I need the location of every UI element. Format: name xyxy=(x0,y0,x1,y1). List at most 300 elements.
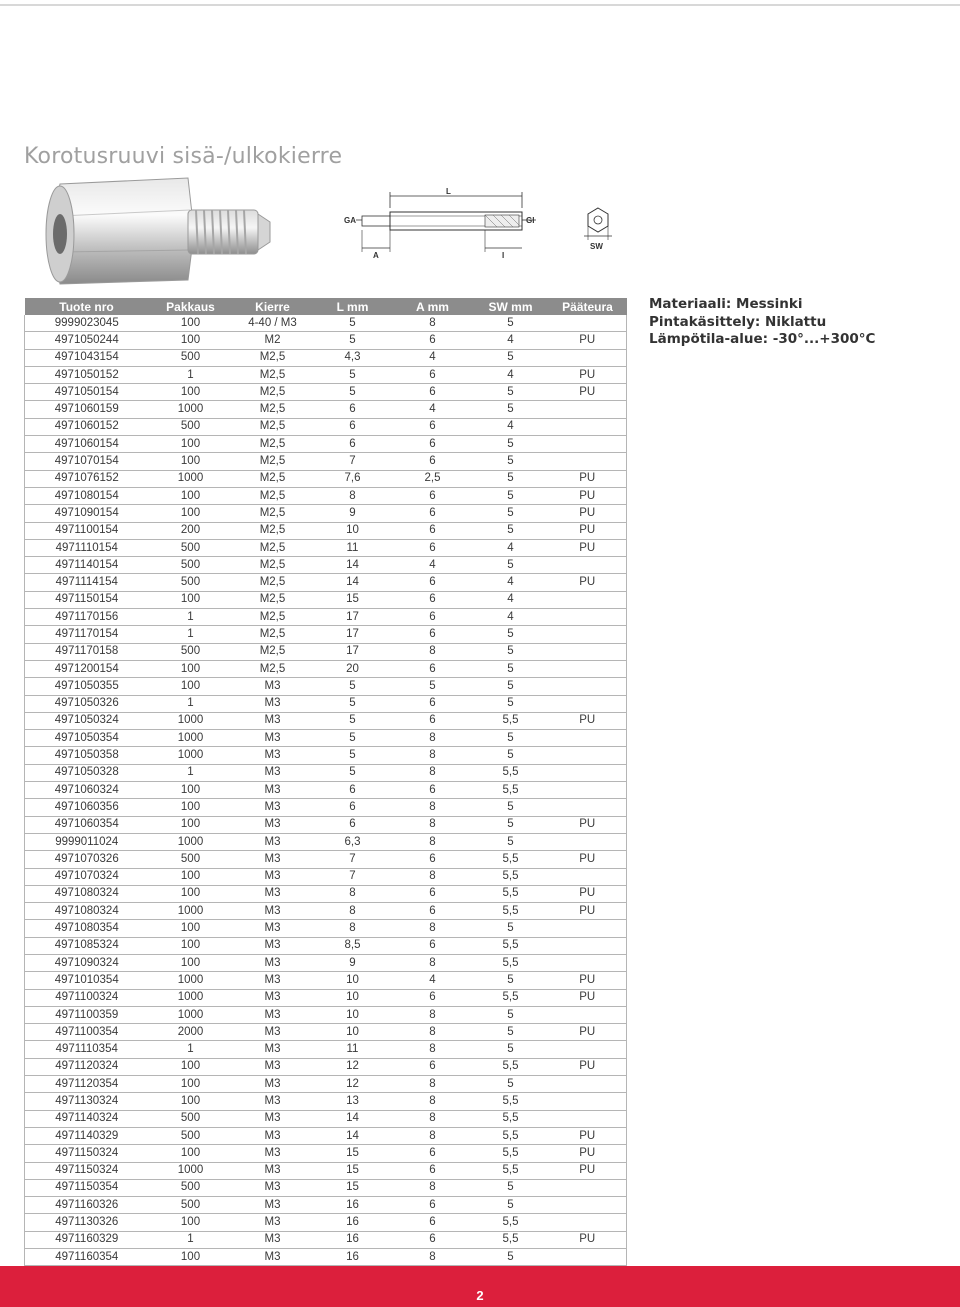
table-cell: 5,5 xyxy=(473,885,549,902)
table-cell: 6 xyxy=(393,487,473,504)
table-cell: 4971110154 xyxy=(25,539,149,556)
table-cell: 9999023045 xyxy=(25,315,149,332)
table-cell: 4971150324 xyxy=(25,1145,149,1162)
table-cell xyxy=(549,1093,627,1110)
table-cell: M2,5 xyxy=(233,470,313,487)
table-cell: 4 xyxy=(393,972,473,989)
table-cell: 4971160329 xyxy=(25,1231,149,1248)
table-cell: PU xyxy=(549,903,627,920)
table-row xyxy=(25,1110,627,1127)
table-row xyxy=(25,1006,627,1023)
table-cell: 100 xyxy=(149,678,233,695)
table-cell: 4971150324 xyxy=(25,1162,149,1179)
table-row xyxy=(25,954,627,971)
table-cell: PU xyxy=(549,1127,627,1144)
table-cell: 6 xyxy=(393,782,473,799)
table-cell: 4971160326 xyxy=(25,1197,149,1214)
table-cell: 4971080324 xyxy=(25,903,149,920)
table-cell: M3 xyxy=(233,799,313,816)
table-cell: 1000 xyxy=(149,903,233,920)
table-cell: 500 xyxy=(149,851,233,868)
table-row xyxy=(25,764,627,781)
table-cell: 6 xyxy=(393,885,473,902)
table-cell: 5 xyxy=(473,920,549,937)
table-cell: M3 xyxy=(233,816,313,833)
table-cell: 6 xyxy=(393,1162,473,1179)
table-cell: 4971070324 xyxy=(25,868,149,885)
table-cell: 6 xyxy=(313,782,393,799)
table-cell: 5,5 xyxy=(473,937,549,954)
table-cell: M3 xyxy=(233,1006,313,1023)
table-cell xyxy=(549,920,627,937)
table-cell: 5 xyxy=(473,505,549,522)
table-cell: 5,5 xyxy=(473,1110,549,1127)
table-row xyxy=(25,712,627,729)
table-row xyxy=(25,989,627,1006)
table-cell: 100 xyxy=(149,453,233,470)
table-cell: M3 xyxy=(233,1249,313,1266)
table-cell: 100 xyxy=(149,384,233,401)
table-cell: 100 xyxy=(149,332,233,349)
table-cell: PU xyxy=(549,816,627,833)
table-cell: 4971140154 xyxy=(25,557,149,574)
table-row xyxy=(25,1231,627,1248)
table-cell: 4971120354 xyxy=(25,1076,149,1093)
table-cell: M3 xyxy=(233,851,313,868)
table-cell: M2,5 xyxy=(233,626,313,643)
table-cell: 5 xyxy=(473,643,549,660)
table-cell: M2,5 xyxy=(233,643,313,660)
product-photo xyxy=(38,176,276,286)
table-cell: 100 xyxy=(149,1249,233,1266)
table-cell: M3 xyxy=(233,1024,313,1041)
table-row xyxy=(25,384,627,401)
table-cell xyxy=(549,557,627,574)
table-cell: 5,5 xyxy=(473,1214,549,1231)
table-cell: 4971070154 xyxy=(25,453,149,470)
table-cell xyxy=(549,868,627,885)
table-cell: M2,5 xyxy=(233,487,313,504)
table-cell: M3 xyxy=(233,678,313,695)
table-row xyxy=(25,1024,627,1041)
table-cell: M2,5 xyxy=(233,401,313,418)
table-cell: 8 xyxy=(393,764,473,781)
label-sw: SW xyxy=(590,242,603,251)
table-cell: 4971060354 xyxy=(25,816,149,833)
table-cell xyxy=(549,349,627,366)
table-cell: M2,5 xyxy=(233,453,313,470)
table-row xyxy=(25,332,627,349)
table-cell: PU xyxy=(549,989,627,1006)
table-cell: M3 xyxy=(233,1179,313,1196)
table-cell: 8 xyxy=(393,1249,473,1266)
table-cell: 1000 xyxy=(149,401,233,418)
table-cell: 1 xyxy=(149,366,233,383)
col-header-tuote-nro: Tuote nro xyxy=(25,298,149,315)
table-cell: M2,5 xyxy=(233,591,313,608)
table-cell: M2,5 xyxy=(233,349,313,366)
table-cell: 4971100354 xyxy=(25,1024,149,1041)
table-row xyxy=(25,1093,627,1110)
table-cell: 8 xyxy=(393,1127,473,1144)
table-cell: 6 xyxy=(313,799,393,816)
table-cell: PU xyxy=(549,366,627,383)
table-cell: 6 xyxy=(313,401,393,418)
table-cell: 5 xyxy=(473,660,549,677)
table-cell: 6 xyxy=(313,816,393,833)
table-cell xyxy=(549,1041,627,1058)
table-cell: PU xyxy=(549,332,627,349)
table-cell: 100 xyxy=(149,505,233,522)
table-cell: 4971140324 xyxy=(25,1110,149,1127)
table-cell: PU xyxy=(549,1145,627,1162)
material-specs xyxy=(649,296,875,349)
table-body xyxy=(25,315,627,1266)
table-cell: 5 xyxy=(313,712,393,729)
table-cell: 5,5 xyxy=(473,851,549,868)
table-cell xyxy=(549,643,627,660)
table-cell: 4971200154 xyxy=(25,660,149,677)
table-cell: M3 xyxy=(233,1110,313,1127)
table-cell: 16 xyxy=(313,1249,393,1266)
table-cell: 4971050326 xyxy=(25,695,149,712)
table-cell: 8 xyxy=(393,954,473,971)
table-cell: 4971043154 xyxy=(25,349,149,366)
table-cell: 4971100154 xyxy=(25,522,149,539)
label-gi: GI xyxy=(526,216,535,225)
table-cell: 4971050358 xyxy=(25,747,149,764)
table-cell: 7,6 xyxy=(313,470,393,487)
table-cell: 5 xyxy=(473,1249,549,1266)
table-cell: 100 xyxy=(149,1214,233,1231)
table-cell: 500 xyxy=(149,349,233,366)
table-cell: 5 xyxy=(313,730,393,747)
table-cell: 5 xyxy=(473,1076,549,1093)
table-cell: 5 xyxy=(473,833,549,850)
table-cell: 6 xyxy=(393,332,473,349)
table-cell: 4 xyxy=(393,401,473,418)
table-cell: 13 xyxy=(313,1093,393,1110)
table-cell xyxy=(549,1076,627,1093)
table-cell: 8 xyxy=(313,487,393,504)
table-cell: 6 xyxy=(393,453,473,470)
table-cell: PU xyxy=(549,1162,627,1179)
table-cell: 15 xyxy=(313,1179,393,1196)
table-cell: 4971114154 xyxy=(25,574,149,591)
table-cell xyxy=(549,1110,627,1127)
table-row xyxy=(25,678,627,695)
table-cell: 5 xyxy=(473,678,549,695)
table-row xyxy=(25,972,627,989)
table-cell: 4 xyxy=(473,574,549,591)
table-cell xyxy=(549,609,627,626)
table-cell: 5 xyxy=(473,315,549,332)
table-cell: 8 xyxy=(313,903,393,920)
table-cell: 16 xyxy=(313,1214,393,1231)
col-header-l-mm: L mm xyxy=(313,298,393,315)
table-cell: 4971090324 xyxy=(25,954,149,971)
table-cell: 500 xyxy=(149,557,233,574)
table-cell: 5 xyxy=(473,747,549,764)
table-cell: 7 xyxy=(313,851,393,868)
table-cell: 2000 xyxy=(149,1024,233,1041)
top-divider xyxy=(0,4,960,6)
table-cell xyxy=(549,453,627,470)
table-row xyxy=(25,937,627,954)
table-cell: 5 xyxy=(473,799,549,816)
table-cell: 11 xyxy=(313,539,393,556)
table-cell: PU xyxy=(549,885,627,902)
table-cell: 4971076152 xyxy=(25,470,149,487)
table-cell: 17 xyxy=(313,626,393,643)
table-cell: 4971060154 xyxy=(25,436,149,453)
table-row xyxy=(25,574,627,591)
col-header-sw-mm: SW mm xyxy=(473,298,549,315)
table-cell: 10 xyxy=(313,522,393,539)
table-cell: M2,5 xyxy=(233,574,313,591)
table-cell: 5 xyxy=(473,730,549,747)
table-cell: M3 xyxy=(233,1041,313,1058)
table-cell: 6 xyxy=(393,1214,473,1231)
table-cell: M3 xyxy=(233,937,313,954)
table-cell xyxy=(549,401,627,418)
table-cell: 4971060356 xyxy=(25,799,149,816)
table-cell: 4 xyxy=(473,332,549,349)
table-cell xyxy=(549,678,627,695)
table-cell: 5,5 xyxy=(473,1058,549,1075)
table-cell: 9999011024 xyxy=(25,833,149,850)
table-cell: 16 xyxy=(313,1197,393,1214)
table-cell: 1000 xyxy=(149,470,233,487)
table-cell: M3 xyxy=(233,730,313,747)
table-row xyxy=(25,730,627,747)
table-cell: 5 xyxy=(313,315,393,332)
table-row xyxy=(25,1179,627,1196)
table-cell: 4 xyxy=(473,539,549,556)
table-cell: 6 xyxy=(393,712,473,729)
table-cell xyxy=(549,660,627,677)
table-row xyxy=(25,522,627,539)
table-cell: 5,5 xyxy=(473,764,549,781)
table-cell: M3 xyxy=(233,1214,313,1231)
col-header-paateura: Pääteura xyxy=(549,298,627,315)
table-row xyxy=(25,799,627,816)
table-cell xyxy=(549,695,627,712)
table-cell: 100 xyxy=(149,937,233,954)
table-cell: M2 xyxy=(233,332,313,349)
table-cell: 4971170154 xyxy=(25,626,149,643)
table-cell: 5,5 xyxy=(473,1162,549,1179)
table-cell: 14 xyxy=(313,1127,393,1144)
table-cell: 8 xyxy=(393,747,473,764)
table-row xyxy=(25,1127,627,1144)
table-cell: 17 xyxy=(313,643,393,660)
table-cell: 1000 xyxy=(149,1006,233,1023)
table-cell: 4971170158 xyxy=(25,643,149,660)
table-cell: 6 xyxy=(393,695,473,712)
table-cell: M3 xyxy=(233,1145,313,1162)
table-cell xyxy=(549,1006,627,1023)
table-cell: 11 xyxy=(313,1041,393,1058)
table-cell: 4 xyxy=(393,349,473,366)
table-cell xyxy=(549,954,627,971)
table-cell: M3 xyxy=(233,833,313,850)
table-row xyxy=(25,920,627,937)
table-cell: PU xyxy=(549,574,627,591)
table-cell: M3 xyxy=(233,747,313,764)
table-row xyxy=(25,643,627,660)
table-cell: 4 xyxy=(473,609,549,626)
table-cell: 8 xyxy=(393,1006,473,1023)
table-row xyxy=(25,401,627,418)
table-cell: 12 xyxy=(313,1076,393,1093)
product-table xyxy=(24,298,627,1266)
table-cell: 4,3 xyxy=(313,349,393,366)
table-cell: 8 xyxy=(393,643,473,660)
table-cell: 5,5 xyxy=(473,782,549,799)
table-cell: 4971050355 xyxy=(25,678,149,695)
page-number: 2 xyxy=(476,1288,484,1303)
table-cell: M2,5 xyxy=(233,660,313,677)
table-row xyxy=(25,1249,627,1266)
table-cell: M3 xyxy=(233,782,313,799)
table-cell: 6 xyxy=(393,851,473,868)
table-cell: 10 xyxy=(313,1006,393,1023)
table-cell: 4971100359 xyxy=(25,1006,149,1023)
table-row xyxy=(25,885,627,902)
table-cell: 8 xyxy=(393,315,473,332)
table-cell xyxy=(549,1214,627,1231)
table-cell: 4971130324 xyxy=(25,1093,149,1110)
table-cell: 100 xyxy=(149,591,233,608)
table-cell: 8 xyxy=(393,1024,473,1041)
table-cell: 14 xyxy=(313,574,393,591)
table-row xyxy=(25,1162,627,1179)
table-cell: 1000 xyxy=(149,712,233,729)
table-row xyxy=(25,591,627,608)
table-cell: 5,5 xyxy=(473,1127,549,1144)
table-cell: 14 xyxy=(313,557,393,574)
table-row xyxy=(25,1197,627,1214)
table-cell: PU xyxy=(549,1231,627,1248)
table-cell: 5,5 xyxy=(473,989,549,1006)
table-cell: 6 xyxy=(393,522,473,539)
table-cell: 8 xyxy=(393,1093,473,1110)
table-cell: 100 xyxy=(149,954,233,971)
table-cell: 15 xyxy=(313,1145,393,1162)
table-cell: 4 xyxy=(393,557,473,574)
table-cell: 8 xyxy=(393,1041,473,1058)
table-cell: 5 xyxy=(393,678,473,695)
col-header-pakkaus: Pakkaus xyxy=(149,298,233,315)
table-cell: M3 xyxy=(233,989,313,1006)
table-cell: M3 xyxy=(233,1162,313,1179)
table-cell: 500 xyxy=(149,418,233,435)
table-cell: 500 xyxy=(149,1127,233,1144)
table-row xyxy=(25,453,627,470)
table-row xyxy=(25,851,627,868)
table-cell: 5 xyxy=(473,972,549,989)
table-cell: PU xyxy=(549,1024,627,1041)
label-a: A xyxy=(373,251,379,260)
table-cell: 5 xyxy=(473,1024,549,1041)
table-cell: 4971050328 xyxy=(25,764,149,781)
table-cell xyxy=(549,591,627,608)
table-cell xyxy=(549,1197,627,1214)
table-cell: 6 xyxy=(393,1197,473,1214)
table-cell: 500 xyxy=(149,1197,233,1214)
table-cell: 4971060152 xyxy=(25,418,149,435)
table-cell: M3 xyxy=(233,1076,313,1093)
table-cell: 5 xyxy=(313,366,393,383)
table-cell: 5,5 xyxy=(473,868,549,885)
table-cell: 4 xyxy=(473,591,549,608)
table-row xyxy=(25,487,627,504)
table-cell xyxy=(549,1179,627,1196)
table-cell: 1000 xyxy=(149,730,233,747)
table-cell: 2,5 xyxy=(393,470,473,487)
table-cell: 4971050152 xyxy=(25,366,149,383)
table-cell: 6,3 xyxy=(313,833,393,850)
table-cell xyxy=(549,730,627,747)
table-row xyxy=(25,868,627,885)
table-cell: M3 xyxy=(233,972,313,989)
table-cell: 6 xyxy=(393,937,473,954)
table-cell: M3 xyxy=(233,920,313,937)
table-cell: M2,5 xyxy=(233,505,313,522)
table-cell: PU xyxy=(549,384,627,401)
table-cell: 5 xyxy=(473,1006,549,1023)
table-cell: 100 xyxy=(149,782,233,799)
table-cell: PU xyxy=(549,1058,627,1075)
table-cell: 6 xyxy=(313,418,393,435)
table-row xyxy=(25,470,627,487)
table-cell: 500 xyxy=(149,574,233,591)
table-cell xyxy=(549,436,627,453)
table-cell: 6 xyxy=(393,989,473,1006)
table-cell: 6 xyxy=(393,1058,473,1075)
table-cell: 5 xyxy=(473,695,549,712)
table-row xyxy=(25,315,627,332)
table-cell: 5,5 xyxy=(473,954,549,971)
table-cell: 100 xyxy=(149,799,233,816)
table-cell: 10 xyxy=(313,989,393,1006)
table-cell: 500 xyxy=(149,539,233,556)
table-row xyxy=(25,557,627,574)
table-cell: 6 xyxy=(393,660,473,677)
table-cell: 5 xyxy=(473,1179,549,1196)
table-cell: 5 xyxy=(473,470,549,487)
table-row xyxy=(25,833,627,850)
table-cell: M3 xyxy=(233,1197,313,1214)
table-cell: 4971050324 xyxy=(25,712,149,729)
table-cell: 4971120324 xyxy=(25,1058,149,1075)
table-cell: M3 xyxy=(233,868,313,885)
table-cell: 9 xyxy=(313,505,393,522)
table-row xyxy=(25,418,627,435)
table-cell: 4971050244 xyxy=(25,332,149,349)
table-cell: M2,5 xyxy=(233,366,313,383)
table-cell: 5 xyxy=(473,1197,549,1214)
table-cell xyxy=(549,1249,627,1266)
table-cell: 200 xyxy=(149,522,233,539)
table-cell: 4971140329 xyxy=(25,1127,149,1144)
table-cell: 10 xyxy=(313,1024,393,1041)
table-cell: 5 xyxy=(473,816,549,833)
table-cell: 1000 xyxy=(149,989,233,1006)
table-cell xyxy=(549,418,627,435)
table-cell: 5,5 xyxy=(473,712,549,729)
